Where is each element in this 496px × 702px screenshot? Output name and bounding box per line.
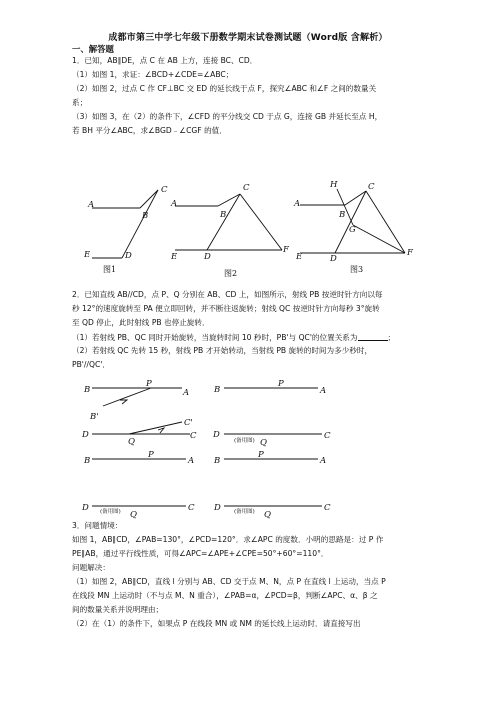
fig3-label-c: C bbox=[368, 182, 375, 192]
fig1-caption: 图1 bbox=[103, 265, 117, 274]
q2-fig-q: Q bbox=[128, 437, 135, 447]
fig1-label-e: E bbox=[84, 250, 91, 260]
q2-s1-c: C bbox=[324, 431, 331, 441]
q2-s1-a: A bbox=[320, 386, 327, 396]
q2-line-4-end: ； bbox=[387, 333, 396, 342]
q2-spare-figure-1 bbox=[212, 379, 331, 448]
q2-fig-c: C bbox=[190, 431, 197, 441]
q2-s1-q: Q bbox=[260, 438, 267, 448]
page-title: 成都市第三中学七年级下册数学期末试卷测试题（Word版 含解析） bbox=[108, 33, 388, 43]
q3-line-6: 在线段 MN 上运动时（不与点 M、N 重合），∠PAB=α，∠PCD=β，判断∠APC、α、β 之 bbox=[72, 591, 378, 600]
fig3-label-f: F bbox=[407, 248, 413, 258]
q2-line-3: 至 QD 停止，此时射线 PB 也停止旋转． bbox=[72, 318, 210, 327]
fig3-label-g: G bbox=[349, 225, 356, 235]
q2-fig-p: P bbox=[146, 379, 152, 389]
q2-s1-p: P bbox=[278, 379, 284, 389]
q2-spare-figure-3-bottom bbox=[213, 503, 331, 520]
fig2-label-e: E bbox=[171, 252, 178, 262]
q2-s2-c: C bbox=[188, 503, 195, 513]
q2-line-1: 2．已知直线 AB//CD，点 P、Q 分别在 AB、CD 上，如图所示，射线 PB 按逆时针方向以每 bbox=[72, 290, 383, 299]
q1-line-2: （1）如图 1，求证：∠BCD+∠CDE=∠ABC； bbox=[72, 70, 234, 79]
q2-fig-bprime: B' bbox=[90, 412, 99, 422]
q2-spare-figure-2-bottom bbox=[81, 503, 195, 520]
q3-line-3: PE∥AB，通过平行线性质，可得∠APC=∠APE+∠CPE=50°+60°=110°． bbox=[72, 549, 329, 558]
fig3-label-h: H bbox=[330, 180, 338, 190]
q2-s2-a: A bbox=[188, 456, 195, 466]
q1-line-5: （3）如图 3，在（2）的条件下，∠CFD 的平分线交 CD 于点 G，连接 GB 并延长至点 H， bbox=[72, 112, 383, 121]
q2-s3-caption: (备用图) bbox=[234, 509, 255, 515]
q2-fig-b: B bbox=[84, 385, 91, 395]
q2-spare-figure-3 bbox=[213, 450, 326, 466]
q2-fig-cprime: C' bbox=[184, 418, 193, 428]
q2-line-4-text: （1）若射线 PB、QC 同时开始旋转，当旋转时间 10 秒时，PB'与 QC'的位置关系为 bbox=[72, 333, 358, 342]
q2-s3-b: B bbox=[214, 456, 221, 466]
q2-s3-p: P bbox=[258, 450, 264, 460]
q2-line-2: 秒 12°的速度旋转至 PA 便立即回转，并不断往返旋转；射线 QC 按逆时针方向每秒 3°旋转 bbox=[72, 304, 380, 313]
fig3-caption: 图3 bbox=[350, 265, 364, 274]
q3-line-5: （1）如图 2，AB∥CD，直线 l 分别与 AB、CD 交于点 M、N，点 P 在直线 l 上运动，当点 P bbox=[72, 577, 386, 586]
fig1-label-b: B bbox=[142, 211, 149, 221]
q3-line-8: （2）在（1）的条件下，如果点 P 在线段 MN 或 NM 的延长线上运动时．请直接写出 bbox=[72, 619, 361, 628]
section-heading: 一、解答题 bbox=[72, 44, 114, 54]
q3-line-2: 如图 1，AB∥CD，∠PAB=130°，∠PCD=120°．求∠APC 的度数．小明的思路是：过 P 作 bbox=[72, 535, 384, 544]
q1-line-4: 系； bbox=[72, 98, 88, 107]
q2-s3-q: Q bbox=[264, 510, 271, 520]
q2-spare-figure-2 bbox=[83, 450, 194, 466]
fig2-label-d: D bbox=[204, 252, 211, 262]
fig3-label-a: A bbox=[294, 199, 301, 209]
q2-s2-p: P bbox=[148, 450, 154, 460]
q2-line-6: PB'//QC'． bbox=[72, 360, 110, 369]
q3-line-7: 间的数量关系并说明理由； bbox=[72, 605, 164, 614]
q2-s1-d: D bbox=[213, 430, 220, 440]
q1-line-6: 若 BH 平分∠ABC，求∠BGD﹣∠CGF 的值． bbox=[72, 126, 227, 135]
q2-s1-b: B bbox=[214, 385, 221, 395]
q3-line-4: 问题解决： bbox=[72, 563, 110, 572]
q2-s2-b: B bbox=[84, 456, 91, 466]
fig2-label-a: A bbox=[171, 199, 178, 209]
q2-s3-c: C bbox=[324, 503, 331, 513]
q2-s2-caption: (备用图) bbox=[100, 509, 121, 515]
q2-main-figure bbox=[81, 379, 197, 447]
fig2-label-c: C bbox=[243, 183, 250, 193]
q2-s2-d: D bbox=[82, 503, 89, 513]
q2-s3-d: D bbox=[214, 503, 221, 513]
q2-line-5: （2）若射线 QC 先转 15 秒，射线 PB 才开始转动，当射线 PB 旋转的时间为多少秒时， bbox=[72, 346, 373, 355]
fig3-label-e: E bbox=[296, 252, 303, 262]
fig1-label-a: A bbox=[88, 200, 95, 210]
fig2-label-b: B bbox=[220, 210, 227, 220]
q2-s2-q: Q bbox=[130, 510, 137, 520]
fig3-label-b: B bbox=[339, 210, 346, 220]
q2-s3-a: A bbox=[320, 456, 327, 466]
q3-line-1: 3．问题情境： bbox=[72, 521, 123, 530]
fig3-label-d: D bbox=[330, 254, 337, 264]
fig2-caption: 图2 bbox=[224, 269, 238, 278]
q2-s1-caption: (备用图) bbox=[234, 438, 255, 444]
q2-fig-d: D bbox=[82, 430, 89, 440]
q2-fig-a: A bbox=[183, 388, 190, 398]
fig1-label-c: C bbox=[161, 185, 168, 195]
q1-line-1: 1．已知，AB∥DE，点 C 在 AB 上方，连接 BC、CD． bbox=[72, 56, 258, 65]
fig1-label-d: D bbox=[125, 251, 132, 261]
fig2-label-f: F bbox=[283, 245, 289, 255]
q1-line-3: （2）如图 2，过点 C 作 CF⊥BC 交 ED 的延长线于点 F，探究∠ABC 和∠F 之间的数量关 bbox=[72, 84, 377, 93]
